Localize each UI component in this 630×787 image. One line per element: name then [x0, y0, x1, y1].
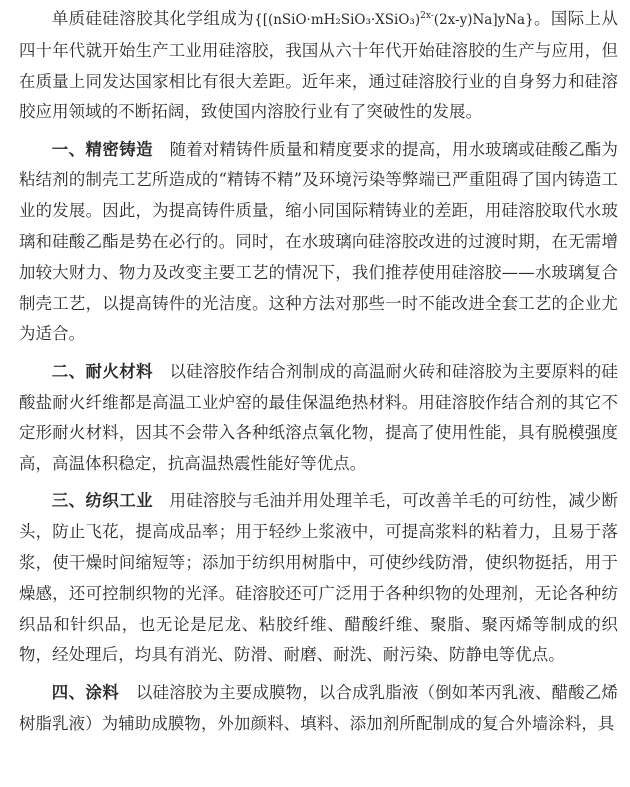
- section-refractory: [19, 357, 618, 480]
- intro-text-before: 单质硅硅溶胶其化学组成为: [51, 9, 255, 28]
- section-heading-textile: 三、纺织工业: [51, 491, 153, 511]
- section-text-refractory: 以硅溶胶作结合剂制成的高温耐火砖和硅溶胶为主要原料的硅酸盐耐火纤维都是高温工业炉窑的最佳保温绝热材料。用硅溶胶作结合剂的其它不定形耐火材料，因其不会带入各种纸溶点氧化物，提高了使用性能，具有脱模强度高，高温体积稳定，抗高温热震性能好等优点。: [19, 361, 618, 474]
- section-text-coating: 以硅溶胶为主要成膜物，以合成乳脂液（倒如苯丙乳液、醋酸乙烯树脂乳液）为辅助成膜物，外加颜料、填料、添加剂所配制成的复合外墙涂料，具: [19, 682, 619, 733]
- section-text-textile: 用硅溶胶与毛油并用处理羊毛，可改善羊毛的可纺性，减少断头，防止飞花，提高成品率；用于轻纱上浆液中，可提高浆料的粘着力，且易于落浆，使干燥时间缩短等；添加于纺织用树脂中，可使纱线防滑，使织物挺括，用于燥感，还可控制织物的光泽。硅溶胶还可广泛用于各种织物的处理剂，无论各种纺织品和针织品，也无论是尼龙、粘胶纤维、醋酸纤维、聚脂、聚丙烯等制成的织物，经处理后，均具有消光、防滑、耐磨、耐洗、耐污染、防静电等优点。: [19, 491, 618, 665]
- section-precision-casting: [19, 135, 618, 351]
- intro-paragraph: [19, 4, 618, 128]
- chemical-formula: [254, 12, 534, 28]
- section-textile: [19, 486, 618, 671]
- section-coating: [19, 678, 618, 740]
- formula-superscript: 2x-: [420, 11, 434, 21]
- section-heading-refractory: 二、耐火材料: [51, 361, 153, 381]
- section-heading-precision-casting: 一、精密铸造: [51, 139, 153, 159]
- formula-main: {[(nSiO·mH₂SiO₃·XSiO₃): [254, 12, 421, 28]
- section-text-precision-casting: 随着对精铸件质量和精度要求的提高，用水玻璃或硅酸乙酯为粘结剂的制壳工艺所造成的“精铸不精”及环境污染等弊端已严重阻碍了国内铸造工业的发展。因此，为提高铸件质量，缩小同国际精铸业的差距，用硅溶胶取代水玻璃和硅酸乙酯是势在必行的。同时，在水玻璃向硅溶胶改进的过渡时期，在无需增加较大财力、物力及改变主要工艺的情况下，我们推荐使用硅溶胶——水玻璃复合制壳工艺，以提高铸件的光洁度。这种方法对那些一时不能改进全套工艺的企业尤为适合。: [19, 139, 618, 344]
- intro-text: 。国际上从四十年代就开始生产工业用硅溶胶，我国从六十年代开始硅溶胶的生产与应用，但在质量上同发达国家相比有很大差距。近年来，通过硅溶胶行业的自身努力和硅溶胶应用领域的不断拓阔，致使国内溶胶行业有了突破性的发展。: [19, 9, 618, 122]
- section-heading-coating: 四、涂料: [51, 682, 120, 702]
- formula-tail: (2x-y)Na]yNa}: [433, 12, 534, 28]
